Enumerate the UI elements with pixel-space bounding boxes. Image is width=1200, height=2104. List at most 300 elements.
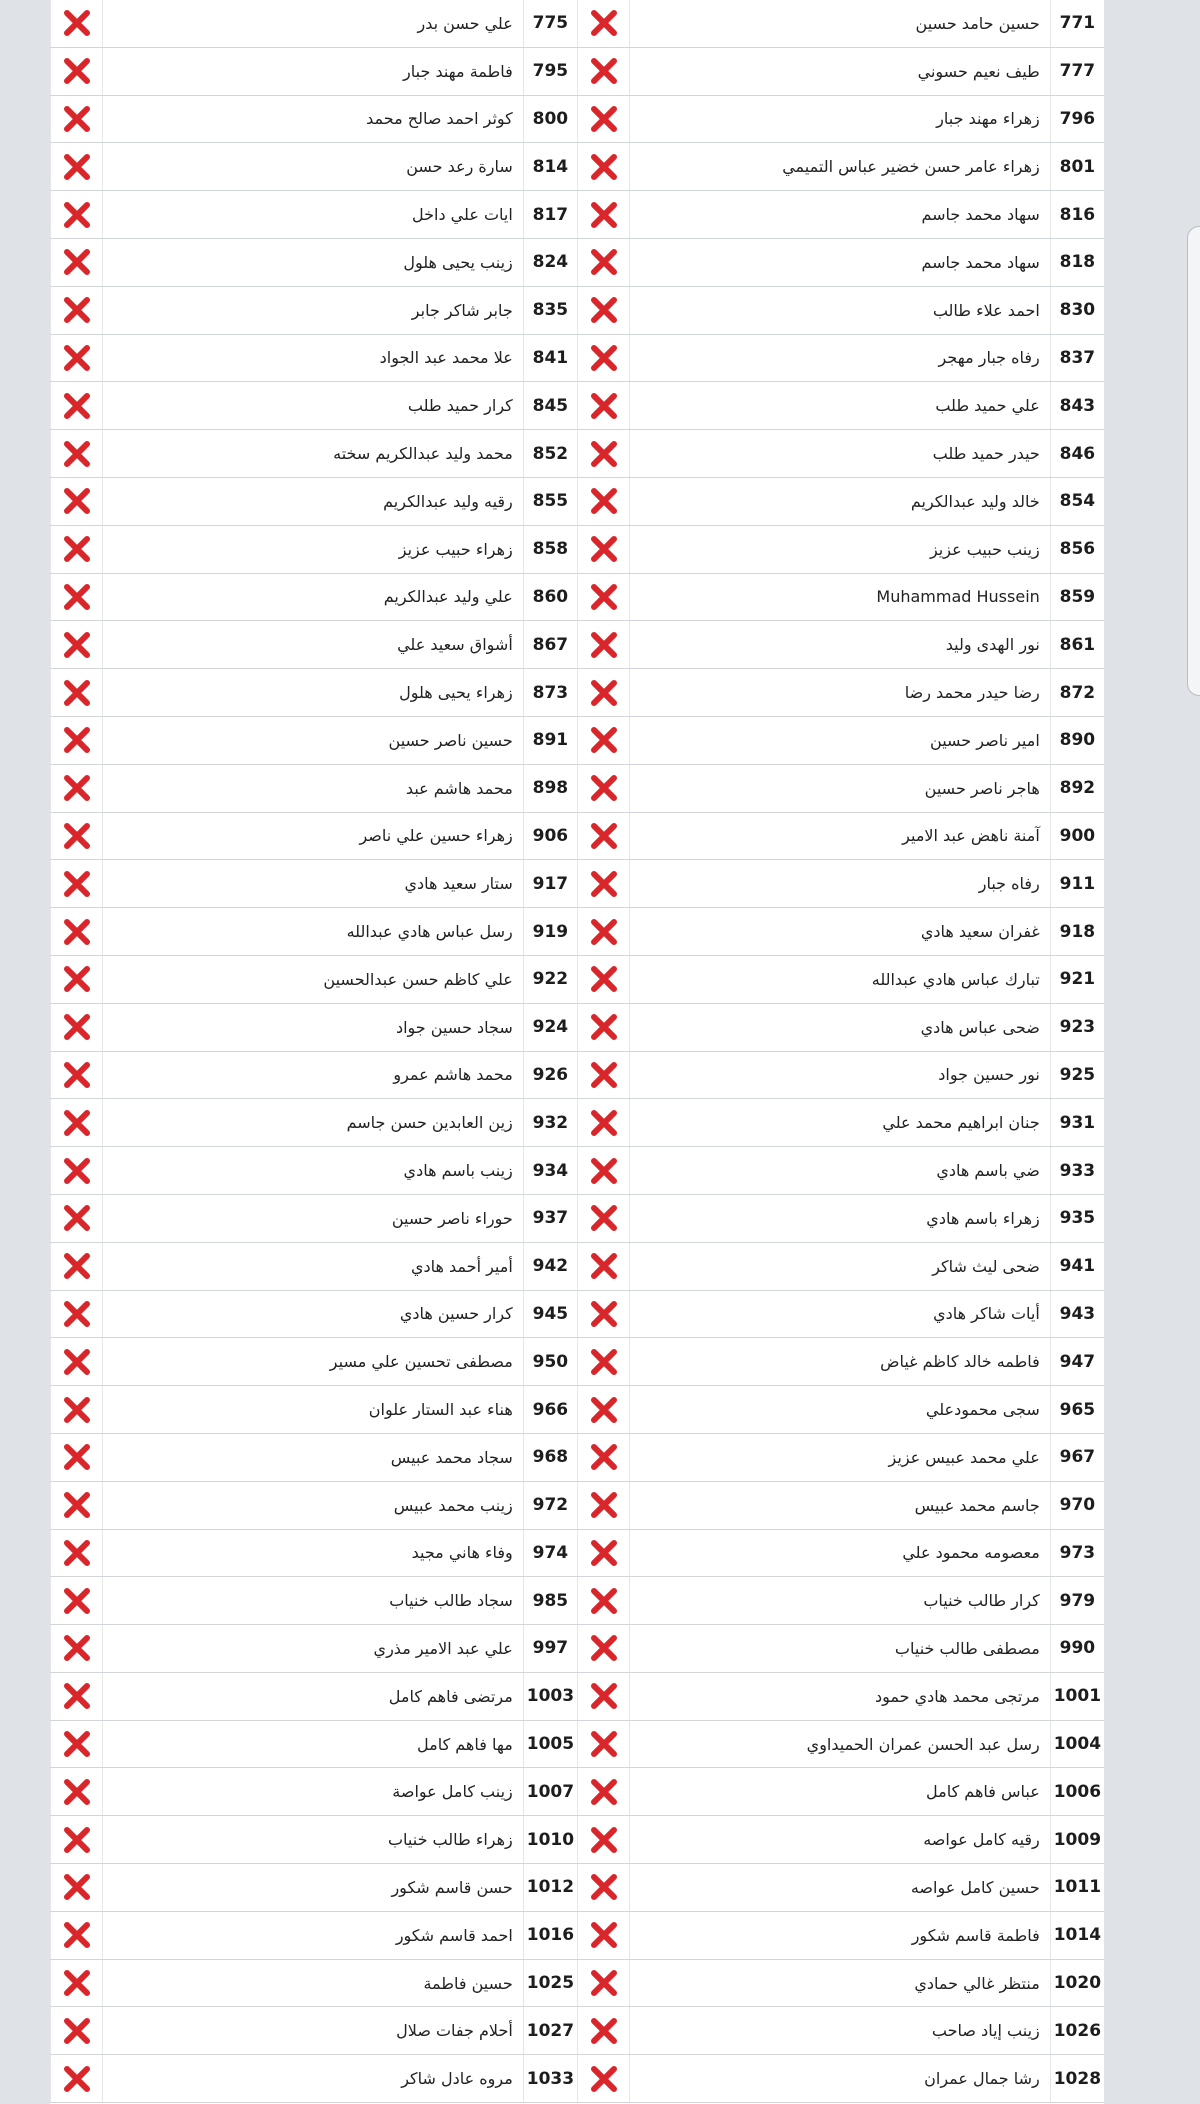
- entry-number: 990: [1050, 1625, 1104, 1673]
- entry-number: 918: [1050, 908, 1104, 956]
- status-mark: [51, 238, 103, 286]
- entry-name: أمير أحمد هادي: [103, 1242, 524, 1290]
- entry-name: محمد هاشم عبد: [103, 764, 524, 812]
- status-mark: [51, 95, 103, 143]
- entry-number: 933: [1050, 1147, 1104, 1195]
- status-mark: [51, 1099, 103, 1147]
- entry-number: 796: [1050, 95, 1104, 143]
- entry-name: علي حميد طلب: [630, 382, 1051, 430]
- red-x-icon: [62, 1299, 92, 1329]
- status-mark: [578, 1720, 630, 1768]
- red-x-icon: [62, 8, 92, 38]
- red-x-icon: [589, 1777, 619, 1807]
- table-row: [51, 1003, 1105, 1051]
- red-x-icon: [589, 1586, 619, 1616]
- status-mark: [51, 573, 103, 621]
- entry-name: رقيه وليد عبدالكريم: [103, 477, 524, 525]
- entry-number: 872: [1050, 669, 1104, 717]
- red-x-icon: [62, 1156, 92, 1186]
- red-x-icon: [589, 725, 619, 755]
- entry-number: 852: [523, 430, 577, 478]
- red-x-icon: [589, 1920, 619, 1950]
- entry-name: حيدر حميد طلب: [630, 430, 1051, 478]
- status-mark: [578, 1290, 630, 1338]
- status-mark: [51, 1625, 103, 1673]
- entry-name: حوراء ناصر حسين: [103, 1194, 524, 1242]
- entry-number: 925: [1050, 1051, 1104, 1099]
- entry-number: 937: [523, 1194, 577, 1242]
- red-x-icon: [589, 1681, 619, 1711]
- red-x-icon: [589, 582, 619, 612]
- entry-number: 771: [1050, 0, 1104, 47]
- table-row: [51, 1768, 1105, 1816]
- entry-name: سجاد محمد عبيس: [103, 1433, 524, 1481]
- entry-name: أشواق سعيد علي: [103, 621, 524, 669]
- status-mark: [51, 1338, 103, 1386]
- red-x-icon: [589, 1012, 619, 1042]
- status-mark: [578, 95, 630, 143]
- entry-number: 974: [523, 1529, 577, 1577]
- status-mark: [578, 1768, 630, 1816]
- entry-number: 824: [523, 238, 577, 286]
- red-x-icon: [62, 1729, 92, 1759]
- red-x-icon: [589, 104, 619, 134]
- status-mark: [578, 1672, 630, 1720]
- entry-number: 873: [523, 669, 577, 717]
- red-x-icon: [62, 1825, 92, 1855]
- entry-number: 921: [1050, 955, 1104, 1003]
- status-mark: [51, 1433, 103, 1481]
- entry-number: 1003: [523, 1672, 577, 1720]
- red-x-icon: [589, 200, 619, 230]
- table-row: [51, 525, 1105, 573]
- red-x-icon: [62, 1012, 92, 1042]
- entry-number: 934: [523, 1147, 577, 1195]
- table-row: [51, 47, 1105, 95]
- entry-number: 843: [1050, 382, 1104, 430]
- entry-name: مها فاهم كامل: [103, 1720, 524, 1768]
- table-row: [51, 286, 1105, 334]
- status-mark: [578, 334, 630, 382]
- entry-number: 1012: [523, 1864, 577, 1912]
- red-x-icon: [62, 1872, 92, 1902]
- status-mark: [51, 812, 103, 860]
- red-x-icon: [589, 1108, 619, 1138]
- red-x-icon: [62, 1108, 92, 1138]
- status-mark: [578, 1911, 630, 1959]
- status-mark: [51, 669, 103, 717]
- entry-name: تبارك عباس هادي عبدالله: [630, 955, 1051, 1003]
- entry-number: 801: [1050, 143, 1104, 191]
- status-mark: [578, 573, 630, 621]
- status-mark: [578, 1194, 630, 1242]
- red-x-icon: [62, 1442, 92, 1472]
- entry-number: 973: [1050, 1529, 1104, 1577]
- entry-name: زهراء باسم هادي: [630, 1194, 1051, 1242]
- red-x-icon: [589, 964, 619, 994]
- entry-number: 1016: [523, 1911, 577, 1959]
- status-mark: [578, 1338, 630, 1386]
- entry-name: زينب يحيى هلول: [103, 238, 524, 286]
- entry-number: 854: [1050, 477, 1104, 525]
- table-row: [51, 1720, 1105, 1768]
- entry-name: عباس فاهم كامل: [630, 1768, 1051, 1816]
- entry-number: 846: [1050, 430, 1104, 478]
- entry-number: 923: [1050, 1003, 1104, 1051]
- scroll-handle[interactable]: [1187, 226, 1200, 696]
- red-x-icon: [62, 200, 92, 230]
- red-x-icon: [589, 8, 619, 38]
- table-row: [51, 1147, 1105, 1195]
- entry-name: فاطمة قاسم شكور: [630, 1911, 1051, 1959]
- entry-number: 800: [523, 95, 577, 143]
- red-x-icon: [62, 630, 92, 660]
- entry-name: علي وليد عبدالكريم: [103, 573, 524, 621]
- entry-name: كوثر احمد صالح محمد: [103, 95, 524, 143]
- table-row: [51, 1338, 1105, 1386]
- red-x-icon: [62, 152, 92, 182]
- red-x-icon: [62, 1060, 92, 1090]
- entry-number: 979: [1050, 1577, 1104, 1625]
- entry-name: زينب حبيب عزيز: [630, 525, 1051, 573]
- entry-name: رفاه جبار: [630, 860, 1051, 908]
- table-row: [51, 2055, 1105, 2103]
- red-x-icon: [62, 917, 92, 947]
- red-x-icon: [589, 821, 619, 851]
- status-mark: [578, 1386, 630, 1434]
- entry-name: زهراء عامر حسن خضير عباس التميمي: [630, 143, 1051, 191]
- entry-number: 898: [523, 764, 577, 812]
- entry-name: مرتضى فاهم كامل: [103, 1672, 524, 1720]
- red-x-icon: [589, 1968, 619, 1998]
- table-row: [51, 1481, 1105, 1529]
- status-mark: [51, 1720, 103, 1768]
- status-mark: [578, 860, 630, 908]
- red-x-icon: [62, 247, 92, 277]
- entry-number: 892: [1050, 764, 1104, 812]
- red-x-icon: [62, 391, 92, 421]
- entry-number: 965: [1050, 1386, 1104, 1434]
- status-mark: [578, 238, 630, 286]
- entry-number: 1006: [1050, 1768, 1104, 1816]
- red-x-icon: [62, 821, 92, 851]
- status-mark: [51, 1768, 103, 1816]
- status-mark: [578, 669, 630, 717]
- entry-number: 922: [523, 955, 577, 1003]
- entry-name: غفران سعيد هادي: [630, 908, 1051, 956]
- table-row: [51, 1194, 1105, 1242]
- entry-name: ضي باسم هادي: [630, 1147, 1051, 1195]
- entry-name: سجاد طالب خنياب: [103, 1577, 524, 1625]
- red-x-icon: [62, 869, 92, 899]
- red-x-icon: [589, 630, 619, 660]
- table-row: [51, 1290, 1105, 1338]
- entry-number: 855: [523, 477, 577, 525]
- status-mark: [51, 334, 103, 382]
- entry-name: مصطفى تحسين علي مسير: [103, 1338, 524, 1386]
- entry-name: خالد وليد عبدالكريم: [630, 477, 1051, 525]
- red-x-icon: [589, 56, 619, 86]
- table-row: [51, 1672, 1105, 1720]
- entry-number: 1007: [523, 1768, 577, 1816]
- entry-number: 997: [523, 1625, 577, 1673]
- entry-name: فاطمة مهند جبار: [103, 47, 524, 95]
- red-x-icon: [62, 1920, 92, 1950]
- entry-number: 867: [523, 621, 577, 669]
- entry-number: 931: [1050, 1099, 1104, 1147]
- status-mark: [578, 47, 630, 95]
- status-mark: [51, 2055, 103, 2103]
- entry-name: Muhammad Hussein: [630, 573, 1051, 621]
- red-x-icon: [589, 773, 619, 803]
- entry-number: 1028: [1050, 2055, 1104, 2103]
- entry-name: علي محمد عبيس عزيز: [630, 1433, 1051, 1481]
- red-x-icon: [62, 104, 92, 134]
- entry-name: هاجر ناصر حسين: [630, 764, 1051, 812]
- entry-number: 935: [1050, 1194, 1104, 1242]
- entry-number: 830: [1050, 286, 1104, 334]
- red-x-icon: [62, 1395, 92, 1425]
- entry-name: امير ناصر حسين: [630, 716, 1051, 764]
- entry-number: 1014: [1050, 1911, 1104, 1959]
- table-row: [51, 1529, 1105, 1577]
- status-mark: [578, 1864, 630, 1912]
- red-x-icon: [589, 1872, 619, 1902]
- status-mark: [578, 430, 630, 478]
- table-row: [51, 621, 1105, 669]
- entry-name: ضحى ليث شاكر: [630, 1242, 1051, 1290]
- entry-number: 985: [523, 1577, 577, 1625]
- red-x-icon: [62, 439, 92, 469]
- red-x-icon: [589, 1156, 619, 1186]
- status-mark: [578, 1625, 630, 1673]
- entry-name: زهراء مهند جبار: [630, 95, 1051, 143]
- entry-name: نور الهدى وليد: [630, 621, 1051, 669]
- status-mark: [51, 430, 103, 478]
- red-x-icon: [62, 1633, 92, 1663]
- entry-number: 941: [1050, 1242, 1104, 1290]
- status-mark: [51, 525, 103, 573]
- entry-name: سجى محمودعلي: [630, 1386, 1051, 1434]
- red-x-icon: [62, 1490, 92, 1520]
- red-x-icon: [62, 1251, 92, 1281]
- status-mark: [578, 1433, 630, 1481]
- entry-name: احمد قاسم شكور: [103, 1911, 524, 1959]
- status-mark: [51, 621, 103, 669]
- table-row: [51, 334, 1105, 382]
- status-mark: [51, 860, 103, 908]
- table-row: [51, 191, 1105, 239]
- red-x-icon: [589, 391, 619, 421]
- status-mark: [51, 1672, 103, 1720]
- entry-name: كرار طالب خنياب: [630, 1577, 1051, 1625]
- status-mark: [578, 1051, 630, 1099]
- entry-number: 835: [523, 286, 577, 334]
- red-x-icon: [62, 1203, 92, 1233]
- entry-name: حسن قاسم شكور: [103, 1864, 524, 1912]
- red-x-icon: [589, 1490, 619, 1520]
- status-mark: [578, 286, 630, 334]
- table-row: [51, 573, 1105, 621]
- entry-name: طيف نعيم حسوني: [630, 47, 1051, 95]
- entry-number: 947: [1050, 1338, 1104, 1386]
- entry-number: 1010: [523, 1816, 577, 1864]
- entry-name: زينب إياد صاحب: [630, 2007, 1051, 2055]
- red-x-icon: [62, 56, 92, 86]
- entry-number: 1001: [1050, 1672, 1104, 1720]
- entry-name: منتظر غالي حمادي: [630, 1959, 1051, 2007]
- red-x-icon: [589, 247, 619, 277]
- status-mark: [578, 764, 630, 812]
- entry-name: آمنة ناهض عبد الامير: [630, 812, 1051, 860]
- entry-name: زينب محمد عبيس: [103, 1481, 524, 1529]
- red-x-icon: [62, 1347, 92, 1377]
- status-mark: [578, 143, 630, 191]
- entry-number: 841: [523, 334, 577, 382]
- red-x-icon: [62, 1777, 92, 1807]
- entry-number: 906: [523, 812, 577, 860]
- status-mark: [578, 1529, 630, 1577]
- red-x-icon: [589, 869, 619, 899]
- status-mark: [578, 812, 630, 860]
- status-mark: [51, 143, 103, 191]
- entry-name: زين العابدين حسن جاسم: [103, 1099, 524, 1147]
- entry-name: سجاد حسين جواد: [103, 1003, 524, 1051]
- red-x-icon: [62, 725, 92, 755]
- entry-name: زهراء حسين علي ناصر: [103, 812, 524, 860]
- entry-number: 943: [1050, 1290, 1104, 1338]
- red-x-icon: [589, 486, 619, 516]
- entry-name: كرار حسين هادي: [103, 1290, 524, 1338]
- entry-number: 919: [523, 908, 577, 956]
- red-x-icon: [62, 582, 92, 612]
- entry-number: 932: [523, 1099, 577, 1147]
- red-x-icon: [589, 439, 619, 469]
- status-mark: [51, 1051, 103, 1099]
- status-mark: [51, 1959, 103, 2007]
- status-mark: [578, 191, 630, 239]
- entry-name: زينب باسم هادي: [103, 1147, 524, 1195]
- entry-name: زينب كامل عواصة: [103, 1768, 524, 1816]
- entry-name: هناء عبد الستار علوان: [103, 1386, 524, 1434]
- results-table: [50, 0, 1104, 2103]
- status-mark: [51, 47, 103, 95]
- status-mark: [578, 621, 630, 669]
- red-x-icon: [62, 678, 92, 708]
- status-mark: [51, 1003, 103, 1051]
- red-x-icon: [589, 534, 619, 564]
- entry-number: 775: [523, 0, 577, 47]
- entry-number: 890: [1050, 716, 1104, 764]
- entry-number: 837: [1050, 334, 1104, 382]
- red-x-icon: [62, 295, 92, 325]
- entry-name: سهاد محمد جاسم: [630, 191, 1051, 239]
- status-mark: [51, 716, 103, 764]
- red-x-icon: [62, 2016, 92, 2046]
- status-mark: [51, 1577, 103, 1625]
- red-x-icon: [589, 1395, 619, 1425]
- red-x-icon: [62, 343, 92, 373]
- entry-name: زهراء طالب خنياب: [103, 1816, 524, 1864]
- status-mark: [51, 1864, 103, 1912]
- entry-number: 926: [523, 1051, 577, 1099]
- red-x-icon: [62, 534, 92, 564]
- entry-number: 795: [523, 47, 577, 95]
- status-mark: [578, 0, 630, 47]
- entry-number: 1011: [1050, 1864, 1104, 1912]
- entry-number: 972: [523, 1481, 577, 1529]
- entry-number: 858: [523, 525, 577, 573]
- entry-number: 777: [1050, 47, 1104, 95]
- status-mark: [578, 1577, 630, 1625]
- red-x-icon: [589, 1825, 619, 1855]
- entry-name: وفاء هاني مجيد: [103, 1529, 524, 1577]
- entry-name: معصومه محمود علي: [630, 1529, 1051, 1577]
- table-row: [51, 143, 1105, 191]
- table-row: [51, 908, 1105, 956]
- table-row: [51, 1386, 1105, 1434]
- status-mark: [578, 1242, 630, 1290]
- entry-number: 859: [1050, 573, 1104, 621]
- red-x-icon: [589, 1060, 619, 1090]
- table-row: [51, 860, 1105, 908]
- entry-number: 911: [1050, 860, 1104, 908]
- entry-name: ضحى عباس هادي: [630, 1003, 1051, 1051]
- red-x-icon: [589, 1538, 619, 1568]
- red-x-icon: [589, 1347, 619, 1377]
- table-row: [51, 477, 1105, 525]
- table-row: [51, 95, 1105, 143]
- entry-number: 856: [1050, 525, 1104, 573]
- red-x-icon: [589, 2016, 619, 2046]
- entry-name: كرار حميد طلب: [103, 382, 524, 430]
- status-mark: [51, 0, 103, 47]
- entry-number: 1027: [523, 2007, 577, 2055]
- status-mark: [578, 1099, 630, 1147]
- red-x-icon: [62, 486, 92, 516]
- entry-name: حسين حامد حسين: [630, 0, 1051, 47]
- status-mark: [51, 764, 103, 812]
- red-x-icon: [589, 1299, 619, 1329]
- table-row: [51, 238, 1105, 286]
- table-row: [51, 1433, 1105, 1481]
- entry-name: مرتجى محمد هادي حمود: [630, 1672, 1051, 1720]
- entry-name: محمد وليد عبدالكريم سخته: [103, 430, 524, 478]
- entry-name: ايات علي داخل: [103, 191, 524, 239]
- table-row: [51, 955, 1105, 1003]
- status-mark: [51, 1481, 103, 1529]
- status-mark: [578, 382, 630, 430]
- red-x-icon: [589, 2064, 619, 2094]
- entry-name: احمد علاء طالب: [630, 286, 1051, 334]
- entry-name: حسين ناصر حسين: [103, 716, 524, 764]
- red-x-icon: [62, 773, 92, 803]
- entry-number: 1005: [523, 1720, 577, 1768]
- red-x-icon: [62, 2064, 92, 2094]
- status-mark: [51, 1194, 103, 1242]
- entry-number: 1033: [523, 2055, 577, 2103]
- table-row: [51, 764, 1105, 812]
- status-mark: [578, 1003, 630, 1051]
- entry-number: 1020: [1050, 1959, 1104, 2007]
- table-row: [51, 1625, 1105, 1673]
- entry-name: رشا جمال عمران: [630, 2055, 1051, 2103]
- results-sheet: [50, 0, 1104, 2104]
- table-row: [51, 430, 1105, 478]
- entry-name: علي حسن بدر: [103, 0, 524, 47]
- entry-name: أيات شاكر هادي: [630, 1290, 1051, 1338]
- status-mark: [578, 716, 630, 764]
